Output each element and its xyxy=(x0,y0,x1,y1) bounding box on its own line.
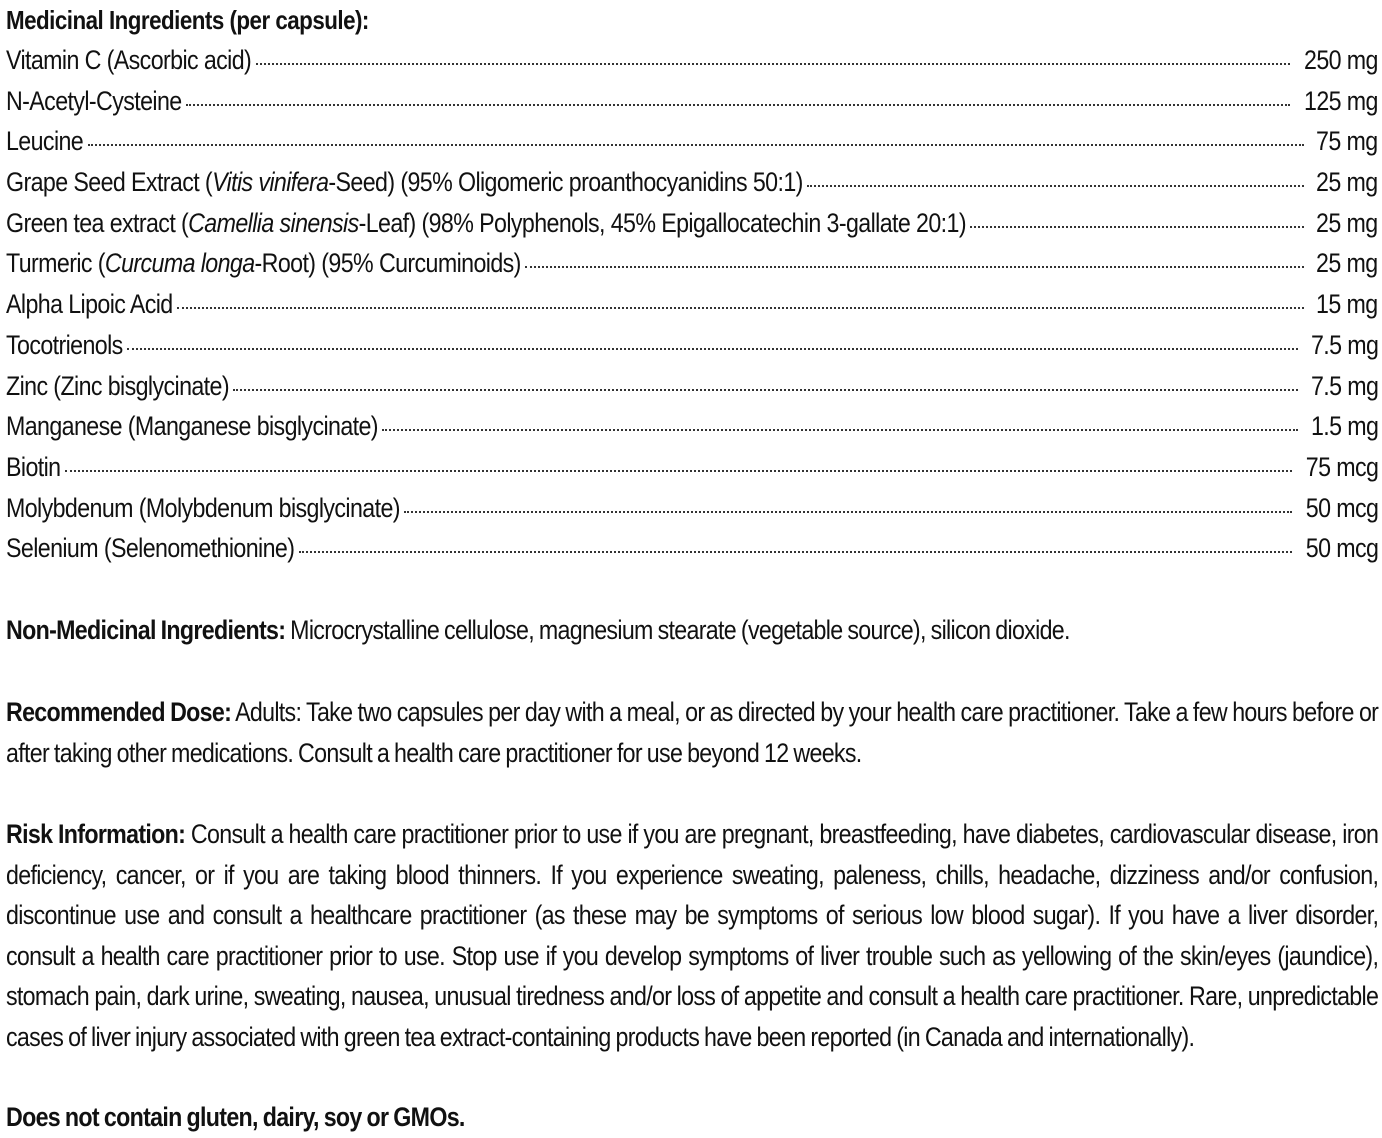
ingredient-name: Tocotrienols xyxy=(6,329,123,360)
non-medicinal-label: Non-Medicinal Ingredients: xyxy=(6,615,286,645)
non-medicinal-text: Microcrystalline cellulose, magnesium stearate (vegetable source), silicon dioxide. xyxy=(285,615,1070,645)
ingredient-amount: 7.5 mg xyxy=(1310,370,1378,401)
risk-information-label: Risk Information: xyxy=(6,819,186,849)
recommended-dose-label: Recommended Dose: xyxy=(6,697,232,727)
dot-leader xyxy=(299,551,1292,553)
ingredient-amount: 25 mg xyxy=(1316,248,1378,279)
ingredient-row xyxy=(6,406,1378,447)
ingredient-amount: 25 mg xyxy=(1316,167,1378,198)
risk-information-text: Consult a health care practitioner prior to use if you are pregnant, breastfeeding, have diabetes, cardiovascular disease, iron deficiency, cancer, or if you are taking blood thinners. If you experience sweating, paleness, chills, headache, dizziness and/or confusion, discontinue use and consult a healthcare practitioner (as these may be symptoms of serious low blood sugar). If you have a liver disorder, consult a health care practitioner prior to use. Stop use if you develop symptoms of liver trouble such as yellowing of the skin/eyes (jaundice), stomach pain, dark urine, sweating, nausea, unusual tiredness and/or loss of appetite and consult a health care practitioner. Rare, unpredictable cases of liver injury associated with green tea extract-containing products have been reported (in Canada and internationally). xyxy=(6,819,1379,1052)
ingredient-name: Green tea extract (Camellia sinensis-Leaf) (98% Polyphenols, 45% Epigallocatechin 3-gallate 20:1) xyxy=(6,207,966,238)
ingredient-name: N-Acetyl-Cysteine xyxy=(6,85,182,116)
ingredient-amount: 7.5 mg xyxy=(1310,329,1378,360)
ingredient-row xyxy=(6,325,1378,366)
ingredient-row xyxy=(6,488,1378,529)
ingredient-row xyxy=(6,121,1378,162)
ingredient-name: Vitamin C (Ascorbic acid) xyxy=(6,45,252,75)
non-medicinal-section xyxy=(6,610,1378,651)
ingredient-amount: 125 mg xyxy=(1304,85,1378,116)
ingredient-amount: 25 mg xyxy=(1316,207,1378,238)
dot-leader xyxy=(65,470,1292,472)
ingredient-amount: 50 mcg xyxy=(1305,533,1378,564)
ingredient-amount: 75 mcg xyxy=(1305,451,1378,482)
dot-leader xyxy=(807,185,1304,187)
ingredient-name: Selenium (Selenomethionine) xyxy=(6,533,295,564)
medicinal-ingredient-list xyxy=(6,40,1378,569)
ingredient-name: Leucine xyxy=(6,126,84,157)
medicinal-heading: Medicinal Ingredients (per capsule): xyxy=(6,5,369,35)
risk-information-section xyxy=(6,814,1378,1058)
dot-leader xyxy=(525,266,1304,268)
ingredient-amount: 1.5 mg xyxy=(1310,411,1378,442)
free-from-statement xyxy=(6,1097,1378,1138)
dot-leader xyxy=(186,104,1290,106)
ingredient-row xyxy=(6,528,1378,569)
free-from-text: Does not contain gluten, dairy, soy or GMOs. xyxy=(6,1102,465,1132)
ingredient-name: Alpha Lipoic Acid xyxy=(6,289,173,320)
recommended-dose-section xyxy=(6,692,1378,773)
ingredient-name: Manganese (Manganese bisglycinate) xyxy=(6,411,378,442)
ingredient-row xyxy=(6,366,1378,407)
dot-leader xyxy=(382,429,1298,431)
ingredient-name: Turmeric (Curcuma longa-Root) (95% Curcuminoids) xyxy=(6,248,521,279)
ingredient-row xyxy=(6,81,1378,122)
ingredient-amount: 250 mg xyxy=(1304,45,1378,75)
ingredient-name: Biotin xyxy=(6,451,61,482)
dot-leader xyxy=(127,348,1298,350)
ingredient-amount: 50 mcg xyxy=(1305,492,1378,523)
ingredient-name: Zinc (Zinc bisglycinate) xyxy=(6,370,229,401)
recommended-dose-text: Adults: Take two capsules per day with a meal, or as directed by your health care practitioner. Take a few hours before or after taking other medications. Consult a health care practitioner for use beyond 12 weeks. xyxy=(6,697,1379,768)
ingredient-name: Grape Seed Extract (Vitis vinifera-Seed) (95% Oligomeric proanthocyanidins 50:1) xyxy=(6,167,803,198)
ingredient-row xyxy=(6,40,1378,81)
dot-leader xyxy=(256,63,1290,65)
ingredient-row xyxy=(6,162,1378,203)
ingredient-row xyxy=(6,243,1378,284)
ingredient-row xyxy=(6,447,1378,488)
ingredient-amount: 15 mg xyxy=(1316,289,1378,320)
dot-leader xyxy=(177,307,1304,309)
ingredient-row xyxy=(6,203,1378,244)
ingredient-name: Molybdenum (Molybdenum bisglycinate) xyxy=(6,492,400,523)
dot-leader xyxy=(970,226,1304,228)
ingredient-row xyxy=(6,284,1378,325)
dot-leader xyxy=(233,389,1298,391)
dot-leader xyxy=(88,144,1304,146)
dot-leader xyxy=(404,511,1292,513)
ingredient-amount: 75 mg xyxy=(1316,126,1378,157)
supplement-label xyxy=(6,0,1379,1132)
